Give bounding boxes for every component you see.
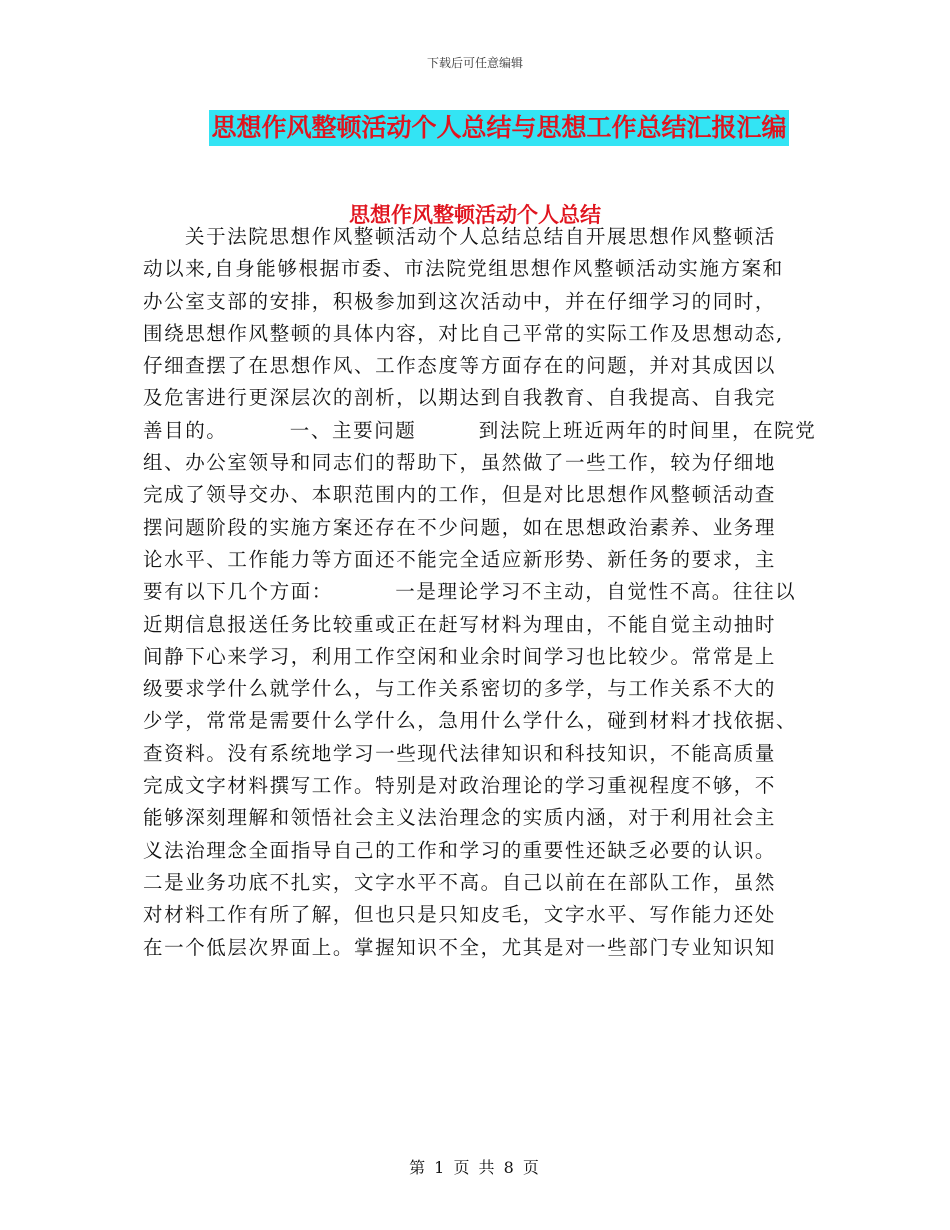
text-line: 动以来,自身能够根据市委、市法院党组思想作风整顿活动实施方案和: [143, 257, 784, 281]
text-line: 完成了领导交办、本职范围内的工作，但是对比思想作风整顿活动查: [143, 483, 777, 507]
text-line: 对材料工作有所了解，但也只是只知皮毛，文字水平、写作能力还处: [143, 903, 777, 927]
text-line: 查资料。没有系统地学习一些现代法律知识和科技知识，不能高质量: [143, 741, 777, 765]
text-line: 能够深刻理解和领悟社会主义法治理念的实质内涵，对于利用社会主: [143, 806, 777, 830]
text-line: 围绕思想作风整顿的具体内容，对比自己平常的实际工作及思想动态,: [143, 321, 784, 345]
text-line: 办公室支部的安排，积极参加到这次活动中，并在仔细学习的同时，: [143, 289, 777, 313]
section-title: 思想作风整顿活动个人总结: [349, 203, 601, 227]
text-line: 近期信息报送任务比较重或正在赶写材料为理由，不能自觉主动抽时: [143, 612, 777, 636]
text-line: 论水平、工作能力等方面还不能完全适应新形势、新任务的要求，主: [143, 547, 777, 571]
text-line: 在一个低层次界面上。掌握知识不全，尤其是对一些部门专业知识知: [143, 935, 777, 959]
text-line: 摆问题阶段的实施方案还存在不少问题，如在思想政治素养、业务理: [143, 515, 777, 539]
main-title-text: 思想作风整顿活动个人总结与思想工作总结汇报汇编: [209, 110, 788, 146]
text-line: 要有以下几个方面： 一是理论学习不主动，自觉性不高。往往以: [143, 580, 797, 604]
text-line: 级要求学什么就学什么，与工作关系密切的多学，与工作关系不大的: [143, 677, 777, 701]
body-text: [143, 221, 817, 964]
text-line: 及危害进行更深层次的剖析，以期达到自我教育、自我提高、自我完: [143, 386, 777, 410]
text-line: 少学，常常是需要什么学什么，急用什么学什么，碰到材料才找依据、: [143, 709, 798, 733]
text-line: 二是业务功底不扎实，文字水平不高。自己以前在在部队工作，虽然: [143, 870, 777, 894]
text-line: 间静下心来学习，利用工作空闲和业余时间学习也比较少。常常是上: [143, 644, 777, 668]
page-footer: 第 1 页 共 8 页: [409, 1158, 541, 1177]
text-line: 仔细查摆了在思想作风、工作态度等方面存在的问题，并对其成因以: [143, 354, 777, 378]
text-line: 关于法院思想作风整顿活动个人总结总结自开展思想作风整顿活: [185, 225, 776, 248]
main-title: [0, 110, 950, 146]
text-line: 完成文字材料撰写工作。特别是对政治理论的学习重视程度不够，不: [143, 774, 777, 798]
text-line: 善目的。 一、主要问题 到法院上班近两年的时间里，在院党: [143, 418, 817, 442]
text-line: 组、办公室领导和同志们的帮助下，虽然做了一些工作，较为仔细地: [143, 451, 777, 475]
header-note: 下载后可任意编辑: [426, 56, 523, 70]
text-line: 义法治理念全面指导自己的工作和学习的重要性还缺乏必要的认识。: [143, 838, 777, 862]
